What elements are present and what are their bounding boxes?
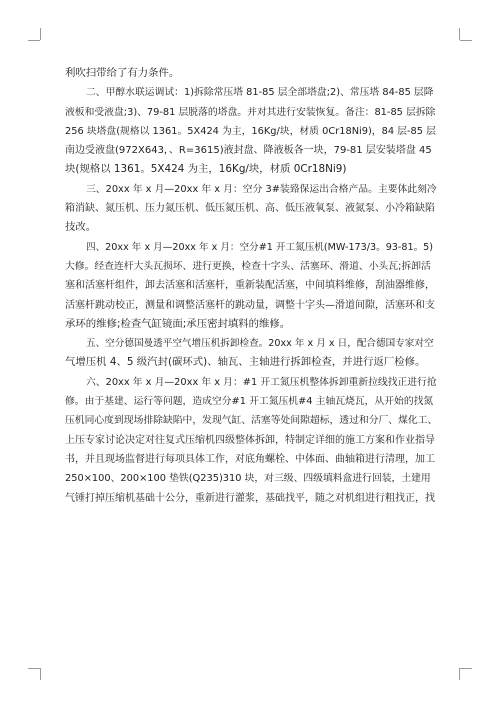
text-line: 气锤打掉压缩机基础十公分，重新进行灌浆，基础找平，随之对机组进行粗找正，找 bbox=[65, 492, 435, 504]
text-line: 气增压机 4、5 级汽封(碳环式)、轴瓦、主轴进行拆卸检查，并进行返厂检修。 bbox=[65, 356, 426, 369]
text-line: 塞和活塞杆组件，卸去活塞和活塞杆，重新装配活塞，中间填料维修，刮油器维修， bbox=[65, 280, 435, 292]
crop-mark-top-left-h bbox=[28, 40, 40, 41]
crop-mark-bottom-right-v bbox=[459, 668, 460, 680]
crop-mark-bottom-right-h bbox=[460, 668, 472, 669]
crop-mark-bottom-left-h bbox=[28, 668, 40, 669]
text-line: 二、甲醇水联运调试：1)拆除常压塔 81-85 层全部塔盘;2)、常压塔 84-85 层降 bbox=[86, 87, 434, 99]
crop-mark-bottom-left-v bbox=[40, 668, 41, 680]
text-line: 活塞杆跳动校正，测量和调整活塞杆的跳动量，调整十字头—滑道间隙，活塞环和支 bbox=[65, 299, 435, 311]
text-line: 箱消缺、氮压机、压力氮压机、低压氮压机、高、低压液氧泵、液氮泵、小冷箱缺陷 bbox=[65, 203, 435, 215]
text-line: 上压专家讨论决定对往复式压缩机四级整体拆卸，特制定详细的施工方案和作业指导 bbox=[65, 434, 435, 446]
text-line: 256 块塔盘(规格以 1361。5X424 为主，16Kg/块，材质 0Cr18Ni9)，84 层-85 层 bbox=[65, 125, 436, 137]
text-line: 五、空分德国曼透平空气增压机拆卸检查。20xx 年 x 月 x 日，配合德国专家对空 bbox=[86, 338, 434, 350]
text-line: 液板和受液盘;3)、79-81 层脱落的塔盘。并对其进行安装恢复。备注：81-85 层拆除 bbox=[65, 106, 436, 118]
document-body bbox=[65, 64, 437, 508]
text-line: 技改。 bbox=[65, 221, 97, 234]
text-line: 250×100、200×100 垫铁(Q235)310 块，对三级、四级填料盒进行回装，土建用 bbox=[65, 473, 431, 485]
crop-mark-top-right-h bbox=[460, 40, 472, 41]
crop-mark-top-left-v bbox=[40, 28, 41, 40]
text-line: 压机同心度到现场排除缺陷中，发现气缸、活塞等处间隙超标，透过和分厂、煤化工、 bbox=[65, 415, 438, 427]
text-line: 修。由于基建、运行等问题，造成空分#1 开工氮压机#4 主轴瓦烧瓦，从开始的找氮 bbox=[65, 396, 434, 408]
text-line: 利吹扫带给了有力条件。 bbox=[65, 67, 180, 79]
text-line: 四、20xx 年 x 月—20xx 年 x 月：空分#1 开工氮压机(MW-173/3。93-81。5) bbox=[86, 241, 434, 253]
text-line: 承环的维修;检查气缸镜面;承压密封填料的维修。 bbox=[65, 317, 291, 330]
crop-mark-top-right-v bbox=[459, 28, 460, 40]
text-line: 书，并且现场监督进行每项具体工作，对底角螺栓、中体面、曲轴箱进行清理，加工 bbox=[65, 453, 435, 465]
text-line: 南边受液盘(972X643，、R=3615)液封盘、降液板各一块，79-81 层安装塔盘 45 bbox=[65, 145, 432, 157]
text-line: 六、20xx 年 x 月—20xx 年 x 月：#1 开工氮压机整体拆卸重新拉线找正进行抢 bbox=[86, 376, 437, 388]
text-line: 三、20xx 年 x 月—20xx 年 x 月：空分 3#装臵保运出合格产品。主要体此刻冷 bbox=[86, 183, 437, 195]
text-line: 块(规格以 1361。5X424 为主，16Kg/块，材质 0Cr18Ni9) bbox=[65, 163, 347, 176]
text-line: 大修。经查连杆大头瓦损坏、进行更换，检查十字头、活塞环、滑道、小头瓦;拆卸活 bbox=[65, 260, 431, 272]
